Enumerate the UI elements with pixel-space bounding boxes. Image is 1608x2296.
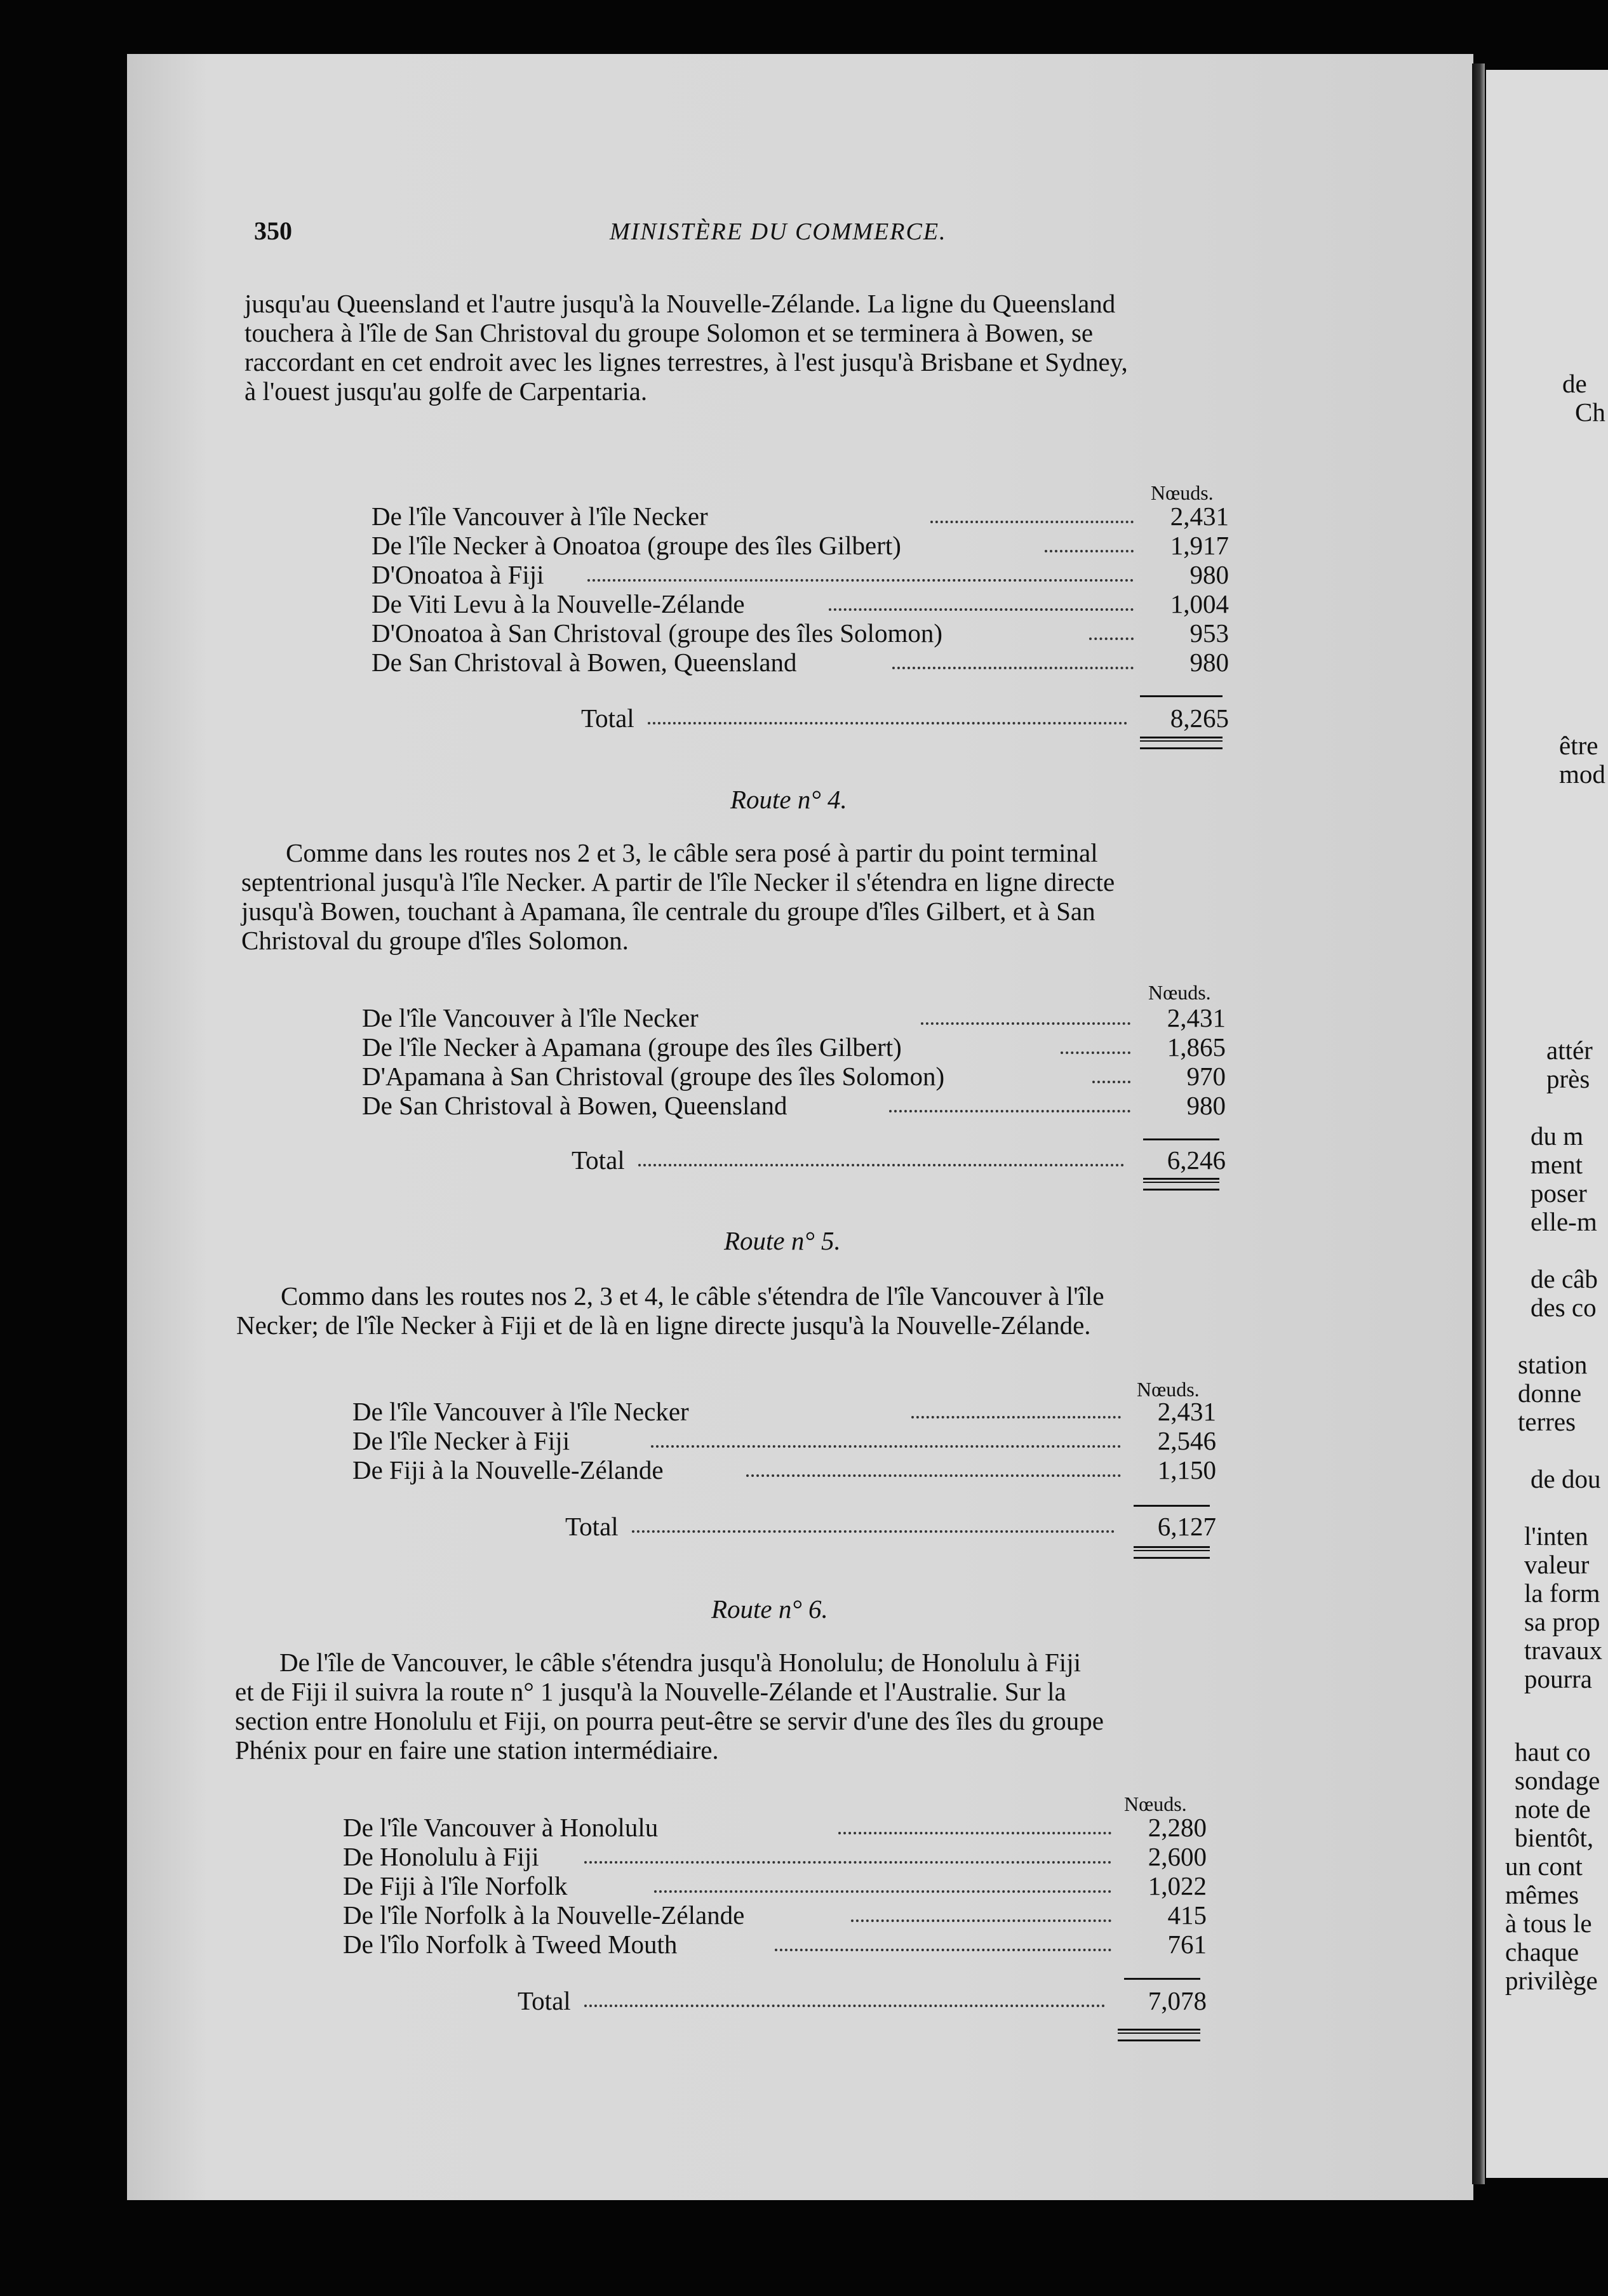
text-fragment: travaux bbox=[1524, 1636, 1602, 1665]
text-line: Necker; de l'île Necker à Fiji et de là en ligne directe jusqu'à la Nouvelle-Zélande. bbox=[236, 1311, 1091, 1340]
text-line: Phénix pour en faire une station intermédiaire. bbox=[235, 1735, 719, 1765]
table-row: De l'île Vancouver à Honolulu 2,280 bbox=[343, 1813, 1207, 1842]
text-line: Comme dans les routes nos 2 et 3, le câble sera posé à partir du point terminal bbox=[286, 838, 1098, 867]
text-fragment: poser bbox=[1531, 1178, 1587, 1208]
text-fragment: haut co bbox=[1515, 1737, 1591, 1766]
table-row: D'Apamana à San Christoval (groupe des îles Solomon) 970 bbox=[362, 1062, 1226, 1091]
table-row: De Fiji à la Nouvelle-Zélande 1,150 bbox=[352, 1455, 1216, 1485]
text-fragment: près bbox=[1546, 1064, 1590, 1093]
total-value: 7,078 bbox=[1148, 1986, 1207, 2015]
total-label: Total bbox=[572, 1145, 625, 1175]
sum-rule bbox=[1124, 1978, 1200, 1980]
text-fragment: Ch bbox=[1575, 397, 1605, 427]
text-fragment: mêmes bbox=[1505, 1880, 1579, 1909]
text-fragment: de bbox=[1562, 369, 1587, 398]
table-row: De l'îlo Norfolk à Tweed Mouth 761 bbox=[343, 1930, 1207, 1959]
text-fragment: à tous le bbox=[1505, 1909, 1592, 1938]
double-rule bbox=[1143, 1178, 1219, 1191]
route-6-paragraph bbox=[235, 1648, 1321, 1765]
route-6-title: Route n° 6. bbox=[711, 1594, 828, 1624]
text-line: Christoval du groupe d'îles Solomon. bbox=[241, 926, 629, 955]
text-fragment: de dou bbox=[1531, 1464, 1601, 1493]
double-rule bbox=[1140, 737, 1223, 749]
text-fragment: privilège bbox=[1505, 1966, 1598, 1995]
text-fragment: du m bbox=[1531, 1121, 1584, 1151]
total-value: 6,127 bbox=[1157, 1512, 1216, 1541]
double-rule bbox=[1118, 2029, 1200, 2041]
text-fragment: donne bbox=[1518, 1378, 1582, 1408]
text-fragment: ment bbox=[1531, 1150, 1583, 1179]
text-fragment: être bbox=[1559, 731, 1598, 760]
text-line: raccordant en cet endroit avec les lignes terrestres, à l'est jusqu'à Brisbane et Sydney, bbox=[245, 347, 1128, 377]
text-fragment: station bbox=[1518, 1350, 1588, 1379]
page-number: 350 bbox=[254, 217, 292, 245]
text-fragment: la form bbox=[1524, 1578, 1600, 1608]
text-fragment: chaque bbox=[1505, 1937, 1579, 1966]
text-fragment: un cont bbox=[1505, 1852, 1583, 1881]
distance-table-1 bbox=[372, 502, 1229, 677]
text-fragment: l'inten bbox=[1524, 1521, 1588, 1551]
table-row: De l'île Vancouver à l'île Necker 2,431 bbox=[352, 1397, 1216, 1426]
text-line: De l'île de Vancouver, le câble s'étendra jusqu'à Honolulu; de Honolulu à Fiji bbox=[279, 1648, 1081, 1677]
table-row: De l'île Necker à Fiji 2,546 bbox=[352, 1426, 1216, 1455]
text-fragment: note de bbox=[1515, 1794, 1591, 1824]
total-value: 6,246 bbox=[1167, 1145, 1226, 1175]
text-fragment: pourra bbox=[1524, 1664, 1593, 1693]
table-row: De l'île Necker à Apamana (groupe des îles Gilbert) 1,865 bbox=[362, 1032, 1226, 1062]
distance-table-4 bbox=[343, 1813, 1207, 1959]
right-page-fragment bbox=[1486, 70, 1608, 2178]
book-gutter bbox=[1472, 63, 1485, 2184]
double-rule bbox=[1134, 1546, 1210, 1559]
text-fragment: sa prop bbox=[1524, 1607, 1600, 1636]
table-row: De Honolulu à Fiji 2,600 bbox=[343, 1842, 1207, 1871]
total-label: Total bbox=[581, 704, 634, 733]
text-fragment: bientôt, bbox=[1515, 1823, 1594, 1852]
text-line: Commo dans les routes nos 2, 3 et 4, le câble s'étendra de l'île Vancouver à l'île bbox=[281, 1281, 1104, 1311]
text-line: et de Fiji il suivra la route n° 1 jusqu'à la Nouvelle-Zélande et l'Australie. Sur la bbox=[235, 1677, 1066, 1706]
text-fragment: elle-m bbox=[1531, 1207, 1597, 1236]
total-row bbox=[581, 703, 1229, 732]
table-row: De San Christoval à Bowen, Queensland 980 bbox=[372, 648, 1229, 677]
table-row: De l'île Norfolk à la Nouvelle-Zélande 415 bbox=[343, 1900, 1207, 1930]
total-label: Total bbox=[565, 1512, 619, 1541]
text-fragment: valeur bbox=[1524, 1550, 1590, 1579]
sum-rule bbox=[1143, 1138, 1219, 1140]
table-row: D'Onoatoa à Fiji 980 bbox=[372, 560, 1229, 589]
route-5-paragraph bbox=[236, 1281, 1329, 1340]
intro-paragraph bbox=[245, 289, 1337, 406]
total-row bbox=[518, 1986, 1207, 2015]
total-label: Total bbox=[518, 1986, 571, 2015]
total-row bbox=[572, 1145, 1226, 1174]
unit-label: Nœuds. bbox=[1148, 981, 1211, 1004]
running-head: MINISTÈRE DU COMMERCE. bbox=[610, 218, 947, 245]
text-fragment: attér bbox=[1546, 1036, 1593, 1065]
table-row: De San Christoval à Bowen, Queensland 980 bbox=[362, 1091, 1226, 1120]
text-fragment: sondage bbox=[1515, 1766, 1600, 1795]
text-line: à l'ouest jusqu'au golfe de Carpentaria. bbox=[245, 377, 648, 406]
total-value: 8,265 bbox=[1170, 704, 1229, 733]
table-row: De l'île Vancouver à l'île Necker 2,431 bbox=[372, 502, 1229, 531]
unit-label: Nœuds. bbox=[1124, 1792, 1187, 1815]
text-fragment: terres bbox=[1518, 1407, 1576, 1436]
table-row: De Fiji à l'île Norfolk 1,022 bbox=[343, 1871, 1207, 1900]
text-line: septentrional jusqu'à l'île Necker. A partir de l'île Necker il s'étendra en ligne directe bbox=[241, 867, 1115, 897]
sum-rule bbox=[1134, 1505, 1210, 1507]
sum-rule bbox=[1140, 695, 1223, 697]
table-row: De Viti Levu à la Nouvelle-Zélande 1,004 bbox=[372, 589, 1229, 618]
total-row bbox=[565, 1511, 1216, 1540]
unit-label: Nœuds. bbox=[1151, 481, 1214, 504]
distance-table-2 bbox=[362, 1003, 1226, 1120]
distance-table-3 bbox=[352, 1397, 1216, 1485]
text-fragment: des co bbox=[1531, 1293, 1597, 1322]
table-row: D'Onoatoa à San Christoval (groupe des îles Solomon) 953 bbox=[372, 618, 1229, 648]
text-line: jusqu'à Bowen, touchant à Apamana, île centrale du groupe d'îles Gilbert, et à San bbox=[241, 897, 1095, 926]
text-line: section entre Honolulu et Fiji, on pourra peut-être se servir d'une des îles du groupe bbox=[235, 1706, 1104, 1735]
route-5-title: Route n° 5. bbox=[724, 1226, 841, 1255]
text-fragment: mod bbox=[1559, 759, 1605, 789]
unit-label: Nœuds. bbox=[1137, 1378, 1200, 1401]
table-row: De l'île Necker à Onoatoa (groupe des îles Gilbert) 1,917 bbox=[372, 531, 1229, 560]
left-page bbox=[127, 54, 1473, 2200]
table-row: De l'île Vancouver à l'île Necker 2,431 bbox=[362, 1003, 1226, 1032]
route-4-title: Route n° 4. bbox=[730, 785, 847, 814]
route-4-paragraph bbox=[241, 838, 1334, 955]
text-fragment: de câb bbox=[1531, 1264, 1598, 1293]
page-content bbox=[127, 54, 1473, 2200]
text-line: jusqu'au Queensland et l'autre jusqu'à la Nouvelle-Zélande. La ligne du Queensland bbox=[245, 289, 1116, 318]
text-line: touchera à l'île de San Christoval du groupe Solomon et se terminera à Bowen, se bbox=[245, 318, 1094, 347]
